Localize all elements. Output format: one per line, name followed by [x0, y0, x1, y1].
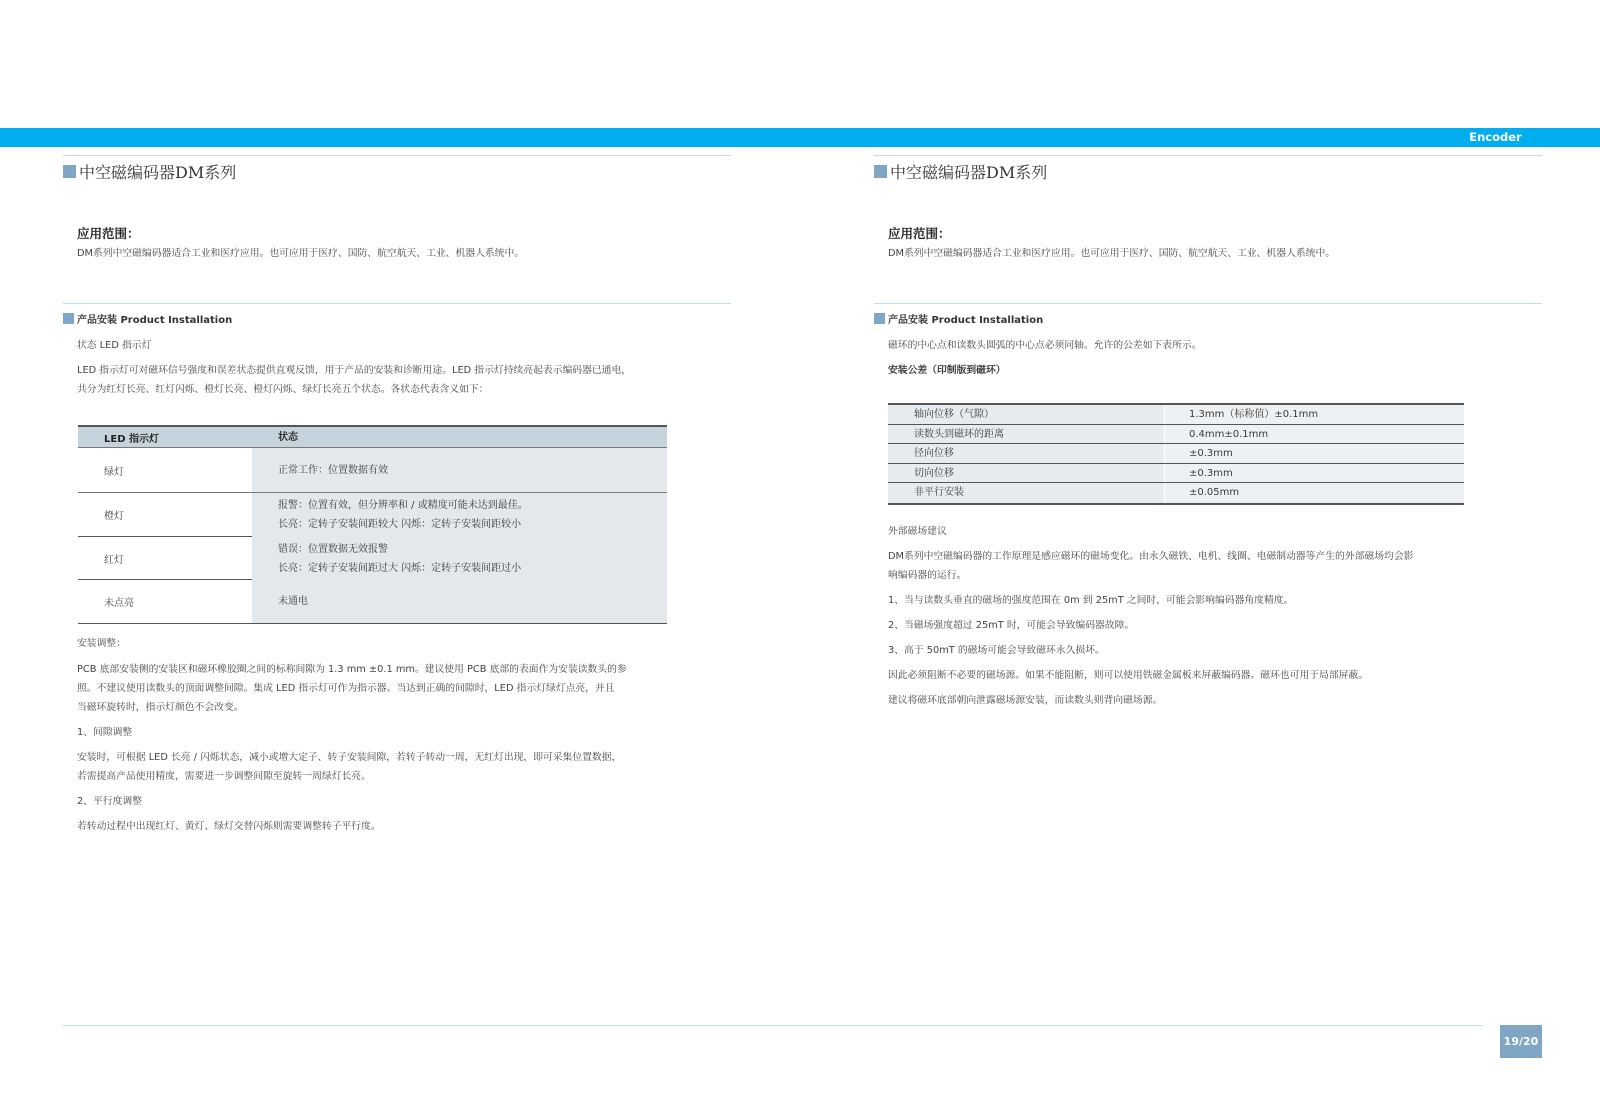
title-divider [63, 155, 731, 156]
header-status: 状态 [278, 431, 298, 443]
scope-title: 应用范围： [888, 226, 951, 241]
header-tab-label: Encoder [1448, 128, 1543, 147]
tolerance-item: 读数头到磁环的距离 [888, 425, 1164, 444]
left-page [63, 0, 731, 1093]
parallel-line: 若转动过程中出现红灯、黄灯、绿灯交替闪烁则需要调整转子平行度。 [77, 821, 381, 832]
parallel-title: 2、平行度调整 [77, 796, 143, 807]
page-title [63, 162, 236, 180]
section-square-icon [874, 313, 885, 324]
table-row [888, 483, 1464, 503]
title-divider [874, 155, 1542, 156]
status-line: 报警：位置有效，但分辨率和 / 或精度可能未达到最佳。 [278, 500, 528, 511]
tolerance-item: 非平行安装 [888, 483, 1164, 503]
status-cell [252, 493, 667, 537]
table-row [888, 464, 1464, 484]
led-status-table [78, 425, 667, 624]
tolerance-value: ±0.3mm [1164, 444, 1464, 463]
section-heading [63, 311, 232, 325]
section-square-icon [63, 313, 74, 324]
orient-line: 建议将磁环底部朝向泄露磁场源安装，而读数头则背向磁场源。 [888, 695, 1163, 706]
table-row [888, 425, 1464, 445]
scope-body: DM系列中空磁编码器适合工业和医疗应用。也可应用于医疗、国防、航空航天、工业、机器人系统中。 [888, 248, 1336, 259]
page-title-text: 中空磁编码器DM系列 [890, 162, 1048, 182]
shield-line: 因此必须阻断不必要的磁场源。如果不能阻断，则可以使用铁磁金属板来屏蔽编码器。磁环也可用于局部屏蔽。 [888, 670, 1369, 681]
section-heading-text: 产品安装 Product Installation [77, 314, 233, 326]
table-row [78, 580, 667, 623]
tolerance-value: 1.3mm（标称值）±0.1mm [1164, 405, 1464, 424]
led-subheading: 状态 LED 指示灯 [77, 340, 152, 351]
tolerance-item: 轴向位移（气隙） [888, 405, 1164, 424]
adjust-line-2: 照。不建议使用读数头的顶面调整间隙。集成 LED 指示灯可作为指示器。当达到正确的间隙时，LED 指示灯绿灯点亮，并且 [77, 683, 615, 694]
gap-title: 1、间隙调整 [77, 727, 133, 738]
adjust-line-3: 当磁环旋转时，指示灯颜色不会改变。 [77, 702, 244, 713]
table-header-row [78, 427, 667, 447]
page-title-text: 中空磁编码器DM系列 [79, 162, 237, 182]
field-point-2: 2、当磁场强度超过 25mT 时，可能会导致编码器故障。 [888, 620, 1135, 631]
table-row [78, 537, 667, 580]
field-point-3: 3、高于 50mT 的磁场可能会导致磁环永久损坏。 [888, 645, 1105, 656]
section-heading [874, 311, 1043, 325]
tolerance-value: ±0.3mm [1164, 464, 1464, 483]
tolerance-item: 径向位移 [888, 444, 1164, 463]
footer-divider [63, 1025, 1483, 1026]
led-intro-line-1: LED 指示灯可对磁环信号强度和误差状态提供直观反馈，用于产品的安装和诊断用途。LED 指示灯持续亮起表示编码器已通电， [77, 365, 632, 376]
led-color-cell: 红灯 [78, 537, 252, 580]
tolerance-title: 安装公差（印制版到磁环） [888, 365, 1006, 376]
status-line: 正常工作：位置数据有效 [278, 464, 388, 476]
section-divider [63, 303, 731, 304]
gap-line-1: 安装时，可根据 LED 长亮 / 闪烁状态，减小或增大定子、转子安装间隙，若转子转动一周，无红灯出现，即可采集位置数据， [77, 752, 622, 763]
field-point-1: 1、当与读数头垂直的磁场的强度范围在 0m 到 25mT 之间时，可能会影响编码器角度精度。 [888, 595, 1294, 606]
section-divider [874, 303, 1542, 304]
status-line: 长亮：定转子安装间距较大 闪烁：定转子安装间距较小 [278, 519, 522, 530]
right-page [874, 0, 1542, 1093]
field-line-2: 响编码器的运行。 [888, 570, 967, 581]
title-square-icon [874, 165, 887, 178]
status-cell [252, 448, 667, 492]
coaxial-note: 磁环的中心点和读数头圆弧的中心点必须同轴。允许的公差如下表所示。 [888, 340, 1202, 351]
field-line-1: DM系列中空磁编码器的工作原理是感应磁环的磁场变化。由永久磁铁、电机、线圈、电磁制动器等产生的外部磁场均会影 [888, 551, 1414, 562]
page-title [874, 162, 1047, 180]
adjust-title: 安装调整： [77, 638, 126, 649]
status-line: 未通电 [278, 596, 308, 607]
tolerance-item: 切向位移 [888, 464, 1164, 483]
status-line: 错误：位置数据无效报警 [278, 543, 388, 555]
tolerance-value: ±0.05mm [1164, 483, 1464, 503]
adjust-line-1: PCB 底部安装侧的安装区和磁环橡胶圈之间的标称间隙为 1.3 mm ±0.1 mm。建议使用 PCB 底部的表面作为安装读数头的参 [77, 664, 627, 675]
status-cell [252, 580, 667, 623]
led-color-cell: 未点亮 [104, 598, 134, 609]
title-square-icon [63, 165, 76, 178]
header-led: LED 指示灯 [104, 433, 159, 445]
status-line: 长亮：定转子安装间距过大 闪烁：定转子安装间距过小 [278, 562, 522, 574]
table-row [78, 493, 667, 537]
scope-body: DM系列中空磁编码器适合工业和医疗应用。也可应用于医疗、国防、航空航天、工业、机器人系统中。 [77, 248, 525, 259]
page-number: 19/20 [1500, 1025, 1542, 1058]
scope-title: 应用范围： [77, 226, 140, 241]
table-row [78, 448, 667, 492]
tolerance-table [888, 403, 1464, 505]
tolerance-value: 0.4mm±0.1mm [1164, 425, 1464, 444]
gap-line-2: 若需提高产品使用精度，需要进一步调整间隙至旋转一周绿灯长亮。 [77, 771, 371, 782]
field-title: 外部磁场建议 [888, 526, 947, 537]
table-row [888, 405, 1464, 425]
led-intro-line-2: 共分为红灯长亮、红灯闪烁、橙灯长亮、橙灯闪烁、绿灯长亮五个状态。各状态代表含义如下： [77, 384, 489, 395]
status-cell [252, 537, 667, 580]
section-heading-text: 产品安装 Product Installation [888, 314, 1044, 326]
led-color-cell: 橙灯 [78, 493, 252, 537]
led-color-cell: 绿灯 [104, 466, 124, 478]
table-row [888, 444, 1464, 464]
